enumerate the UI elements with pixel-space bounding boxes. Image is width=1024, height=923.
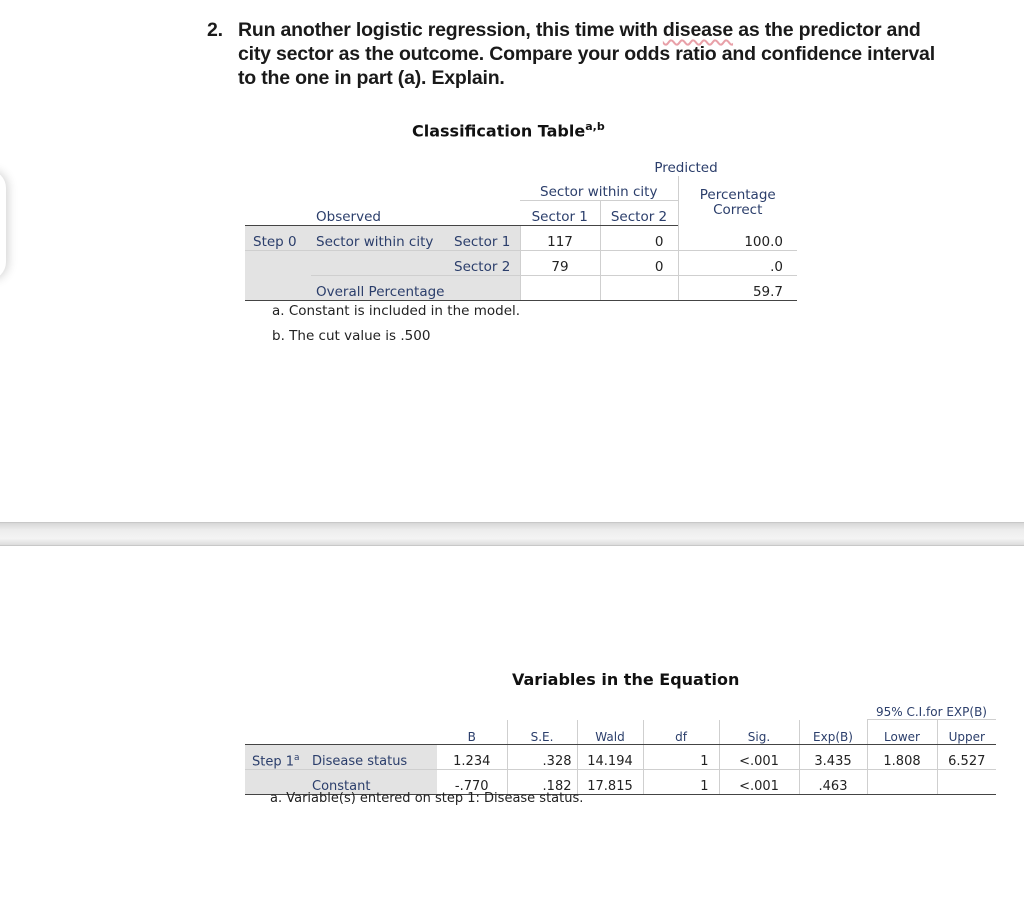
- footnote-b: b. The cut value is .500: [272, 328, 431, 344]
- col-expb-header: Exp(B): [799, 720, 867, 745]
- cell-value: .0: [678, 251, 797, 276]
- overall-percentage-label: Overall Percentage: [311, 276, 520, 301]
- classification-table: [245, 152, 797, 301]
- cell-value: .463: [799, 770, 867, 795]
- row-variable: Sector within city: [311, 226, 444, 251]
- cell-value: 117: [520, 226, 600, 251]
- overall-percentage-value: 59.7: [678, 276, 797, 301]
- col-df-header: df: [643, 720, 719, 745]
- question: [207, 18, 947, 90]
- group-header: Sector within city: [520, 176, 678, 201]
- edge-shadow: [0, 170, 6, 280]
- cell-value: -.770: [437, 770, 507, 795]
- cell-value: .328: [507, 745, 577, 770]
- cell-value: .182: [507, 770, 577, 795]
- col-sig-header: Sig.: [719, 720, 799, 745]
- ci-header: 95% C.I.for EXP(B): [867, 695, 996, 720]
- cell-value: 17.815: [577, 770, 643, 795]
- row-label: Disease status: [307, 745, 437, 770]
- classification-table-title: Classification Table$^{a,b}$: [412, 120, 605, 141]
- cell-value: 0: [600, 251, 678, 276]
- step-label: Step 0: [245, 226, 311, 251]
- col-sector1-header: Sector 1: [520, 201, 600, 226]
- cell-value: 1.808: [867, 745, 937, 770]
- cell-value: <.001: [719, 770, 799, 795]
- cell-value: 1: [643, 770, 719, 795]
- cell-value: 79: [520, 251, 600, 276]
- cell-value: 1: [643, 745, 719, 770]
- cell-value: 0: [600, 226, 678, 251]
- variables-table: [245, 695, 996, 795]
- row-label: Sector 2: [444, 251, 520, 276]
- footnote-a: a. Constant is included in the model.: [272, 303, 521, 319]
- predicted-header: Predicted: [654, 160, 718, 176]
- cell-value: [937, 770, 996, 795]
- page-divider: [0, 522, 1024, 546]
- table-row: [245, 745, 996, 770]
- col-wald-header: Wald: [577, 720, 643, 745]
- variables-footnote: a. Variable(s) entered on step 1: Disease status.: [270, 791, 584, 806]
- percentage-correct-header: Percentage Correct: [678, 176, 797, 226]
- cell-value: [867, 770, 937, 795]
- col-lower-header: Lower: [867, 720, 937, 745]
- observed-header: Observed: [311, 201, 444, 226]
- col-sector2-header: Sector 2: [600, 201, 678, 226]
- col-b-header: B: [437, 720, 507, 745]
- cell-value: 6.527: [937, 745, 996, 770]
- cell-value: 14.194: [577, 745, 643, 770]
- cell-value: 100.0: [678, 226, 797, 251]
- question-text: Run another logistic regression, this time with disease as the predictor and city sector as the outcome. Compare your odds ratio and confidence interval to the one in part (a). Explain.: [238, 19, 935, 89]
- cell-value: 1.234: [437, 745, 507, 770]
- cell-value: <.001: [719, 745, 799, 770]
- step-label: Step 1$^a$: [245, 745, 307, 770]
- question-number: 2.: [207, 19, 223, 41]
- variables-table-title: Variables in the Equation: [512, 670, 740, 689]
- row-label: Sector 1: [444, 226, 520, 251]
- table-row: [245, 226, 797, 251]
- col-upper-header: Upper: [937, 720, 996, 745]
- cell-value: 3.435: [799, 745, 867, 770]
- table-row: [245, 276, 797, 301]
- table-row: [245, 251, 797, 276]
- col-se-header: S.E.: [507, 720, 577, 745]
- spellcheck-underlined-word: disease: [662, 19, 734, 41]
- row-label: Constant: [307, 770, 437, 795]
